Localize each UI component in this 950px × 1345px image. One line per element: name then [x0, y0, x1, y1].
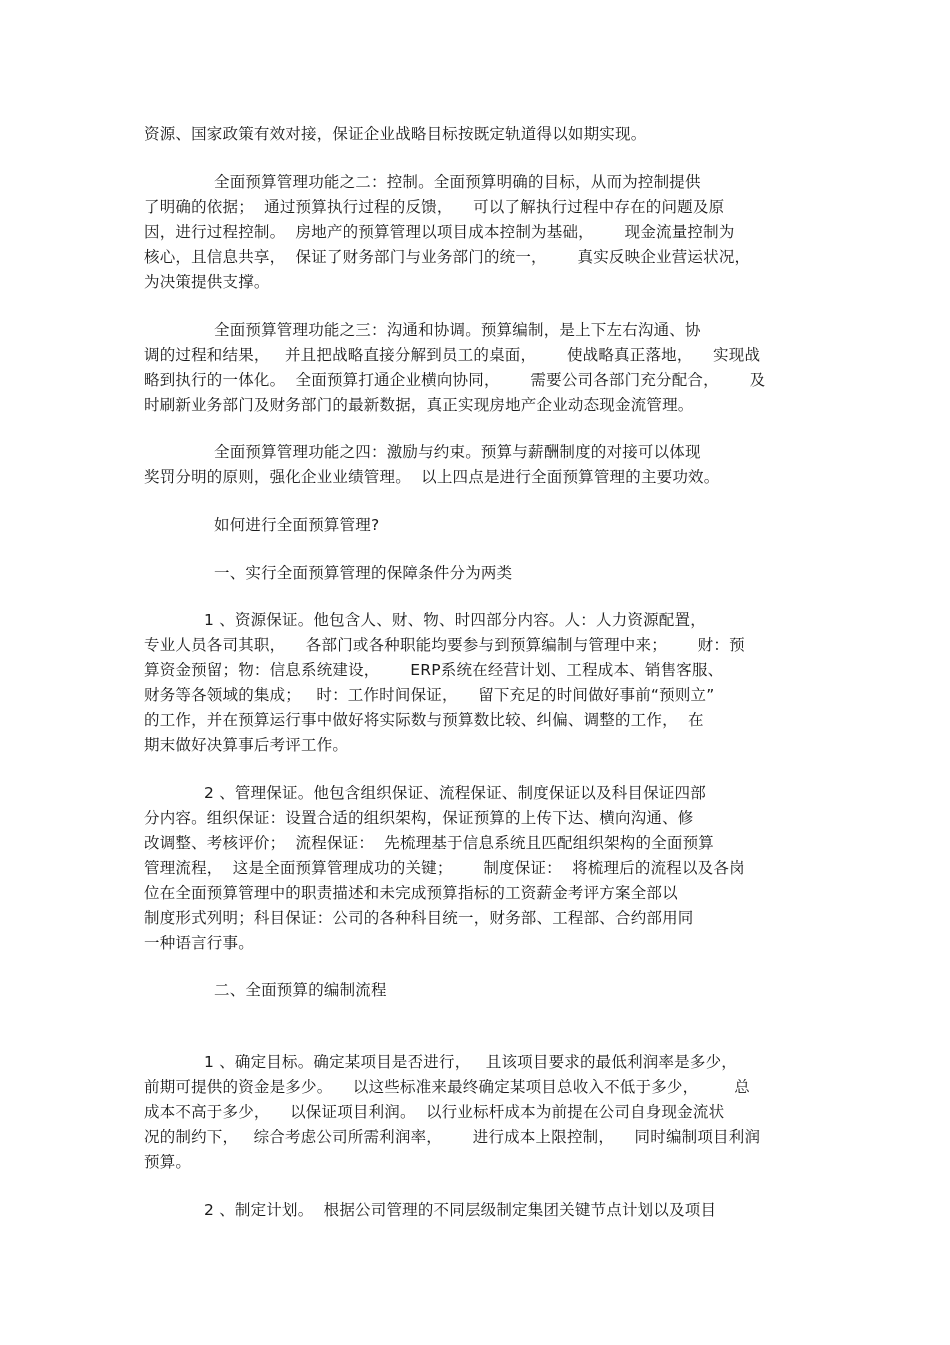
- text-line: 期末做好决算事后考评工作。: [144, 736, 349, 754]
- text-line: 全面预算管理功能之三：沟通和协调。预算编制，是上下左右沟通、协: [214, 321, 701, 339]
- text-line: 分内容。组织保证：设置合适的组织架构，保证预算的上传下达、横向沟通、修: [144, 809, 694, 827]
- text-line: 位在全面预算管理中的职责描述和未完成预算指标的工资薪金考评方案全部以: [144, 884, 678, 902]
- text-line: 为决策提供支撑。: [144, 273, 270, 291]
- text-line: 专业人员各司其职， 各部门或各种职能均要参与到预算编制与管理中来； 财：预: [144, 636, 745, 654]
- text-line: 成本不高于多少， 以保证项目利润。 以行业标杆成本为前提在公司自身现金流状: [144, 1103, 725, 1121]
- text-line: 一种语言行事。: [144, 934, 254, 952]
- section-heading: 二、全面预算的编制流程: [214, 981, 387, 999]
- text-line: 管理流程， 这是全面预算管理成功的关键； 制度保证： 将梳理后的流程以及各岗: [144, 859, 745, 877]
- text-line: 资源、国家政策有效对接，保证企业战略目标按既定轨道得以如期实现。: [144, 125, 647, 143]
- section-heading: 一、实行全面预算管理的保障条件分为两类: [214, 564, 513, 582]
- text-line: 时刷新业务部门及财务部门的最新数据，真正实现房地产企业动态现金流管理。: [144, 396, 694, 414]
- text-line: 2 、管理保证。他包含组织保证、流程保证、制度保证以及科目保证四部: [204, 784, 706, 802]
- text-line: 全面预算管理功能之二：控制。全面预算明确的目标，从而为控制提供: [214, 173, 701, 191]
- section-question: 如何进行全面预算管理?: [214, 516, 380, 534]
- text-line: 2 、制定计划。 根据公司管理的不同层级制定集团关键节点计划以及项目: [204, 1201, 717, 1219]
- text-line: 改调整、考核评价； 流程保证： 先梳理基于信息系统且匹配组织架构的全面预算: [144, 834, 715, 852]
- text-line: 了明确的依据； 通过预算执行过程的反馈， 可以了解执行过程中存在的问题及原: [144, 198, 725, 216]
- text-line: 调的过程和结果， 并且把战略直接分解到员工的桌面， 使战略真正落地， 实现战: [144, 346, 761, 364]
- text-line: 前期可提供的资金是多少。 以这些标准来最终确定某项目总收入不低于多少， 总: [144, 1078, 750, 1096]
- text-line: 况的制约下， 综合考虑公司所需利润率， 进行成本上限控制， 同时编制项目利润: [144, 1128, 761, 1146]
- text-line: 财务等各领域的集成； 时：工作时间保证， 留下充足的时间做好事前“预则立”: [144, 686, 715, 704]
- text-line: 的工作，并在预算运行事中做好将实际数与预算数比较、纠偏、调整的工作， 在: [144, 711, 704, 729]
- text-line: 1 、资源保证。他包含人、财、物、时四部分内容。人：人力资源配置，: [204, 611, 706, 629]
- text-line: 算资金预留；物：信息系统建设， ERP系统在经营计划、工程成本、销售客服、: [144, 661, 724, 679]
- text-line: 因，进行过程控制。 房地产的预算管理以项目成本控制为基础， 现金流量控制为: [144, 223, 735, 241]
- text-line: 制度形式列明；科目保证：公司的各种科目统一，财务部、工程部、合约部用同: [144, 909, 694, 927]
- text-line: 全面预算管理功能之四：激励与约束。预算与薪酬制度的对接可以体现: [214, 443, 701, 461]
- text-line: 1 、确定目标。确定某项目是否进行， 且该项目要求的最低利润率是多少，: [204, 1053, 737, 1071]
- text-line: 核心，且信息共享， 保证了财务部门与业务部门的统一， 真实反映企业营运状况，: [144, 248, 751, 266]
- text-line: 预算。: [144, 1153, 192, 1171]
- text-line: 略到执行的一体化。 全面预算打通企业横向协同， 需要公司各部门充分配合， 及: [144, 371, 766, 389]
- text-line: 奖罚分明的原则，强化企业业绩管理。 以上四点是进行全面预算管理的主要功效。: [144, 468, 720, 486]
